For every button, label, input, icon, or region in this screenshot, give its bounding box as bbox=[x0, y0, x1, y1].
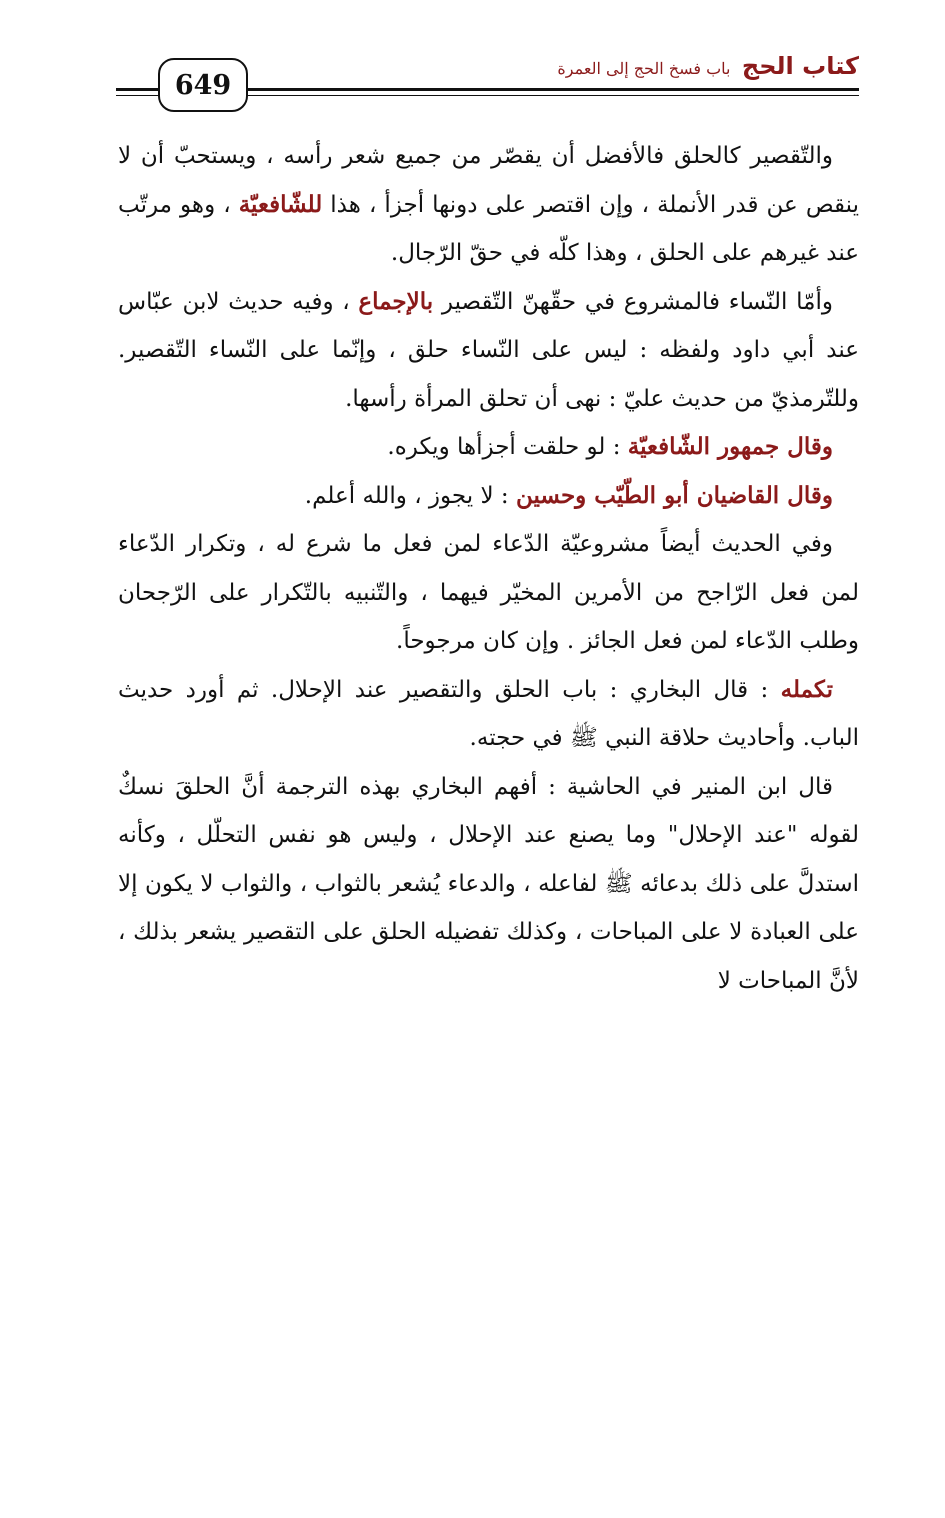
paragraph-1: والتّقصير كالحلق فالأفضل أن يقصّر من جميع شعر رأسه ، ويستحبّ أن لا ينقص عن قدر الأنملة ، وإن اقتصر على دونها أجزأ ، هذا للشّافعيّة ، وهو مرتّب عند غيرهم على الحلق ، وهذا كلّه في حقّ الرّجال. bbox=[118, 143, 859, 266]
paragraph-5: وفي الحديث أيضاً مشروعيّة الدّعاء لمن فعل ما شرع له ، وتكرار الدّعاء لمن فعل الرّاجح من الأمرين المخيّر فيهما ، والتّنبيه بالتّكرار على الرّجحان وطلب الدّعاء لمن فعل الجائز . وإن كان مرجوحاً. bbox=[118, 531, 859, 654]
page-number-box bbox=[158, 58, 248, 112]
paragraph-3: وقال جمهور الشّافعيّة : لو حلقت أجزأها ويكره. bbox=[387, 433, 833, 460]
page-number: 649 bbox=[174, 69, 232, 101]
highlight-jumhur: وقال جمهور الشّافعيّة bbox=[627, 433, 833, 460]
paragraph-2: وأمّا النّساء فالمشروع في حقّهنّ التّقصير بالإجماع ، وفيه حديث لابن عبّاس عند أبي داود ولفظه : ليس على النّساء حلق ، وإنّما على النّساء التّقصير. وللتّرمذيّ من حديث عليّ : نهى أن تحلق المرأة رأسها. bbox=[118, 287, 859, 412]
page-body bbox=[118, 132, 859, 1005]
paragraph-7: قال ابن المنير في الحاشية : أفهم البخاري بهذه الترجمة أنَّ الحلقَ نسكٌ لقوله "عند الإحلال" وما يصنع عند الإحلال ، وليس هو نفس التحلّل ، وكأنه استدلَّ على ذلك بدعائه ﷺ لفاعله ، والدعاء يُشعر بالثواب ، والثواب لا يكون إلا على العبادة لا على المباحات ، وكذلك تفضيله الحلق على التقصير يشعر بذلك ، لأنَّ المباحات لا bbox=[118, 773, 859, 994]
book-title: كتاب الحج bbox=[741, 52, 859, 80]
paragraph-4: وقال القاضيان أبو الطّيّب وحسين : لا يجوز ، والله أعلم. bbox=[304, 481, 833, 509]
running-title bbox=[557, 52, 859, 80]
highlight-qadiyan: وقال القاضيان أبو الطّيّب وحسين bbox=[515, 481, 833, 509]
highlight-takmila: تكمله bbox=[780, 675, 833, 703]
paragraph-6: تكمله : قال البخاري : باب الحلق والتقصير عند الإحلال. ثم أورد حديث الباب. وأحاديث حلاقة النبي ﷺ في حجته. bbox=[118, 675, 859, 751]
highlight-shafiiyya: للشّافعيّة bbox=[238, 190, 323, 218]
chapter-title: باب فسخ الحج إلى العمرة bbox=[557, 59, 731, 78]
highlight-ijma: بالإجماع bbox=[358, 287, 434, 315]
page-header bbox=[116, 44, 859, 124]
